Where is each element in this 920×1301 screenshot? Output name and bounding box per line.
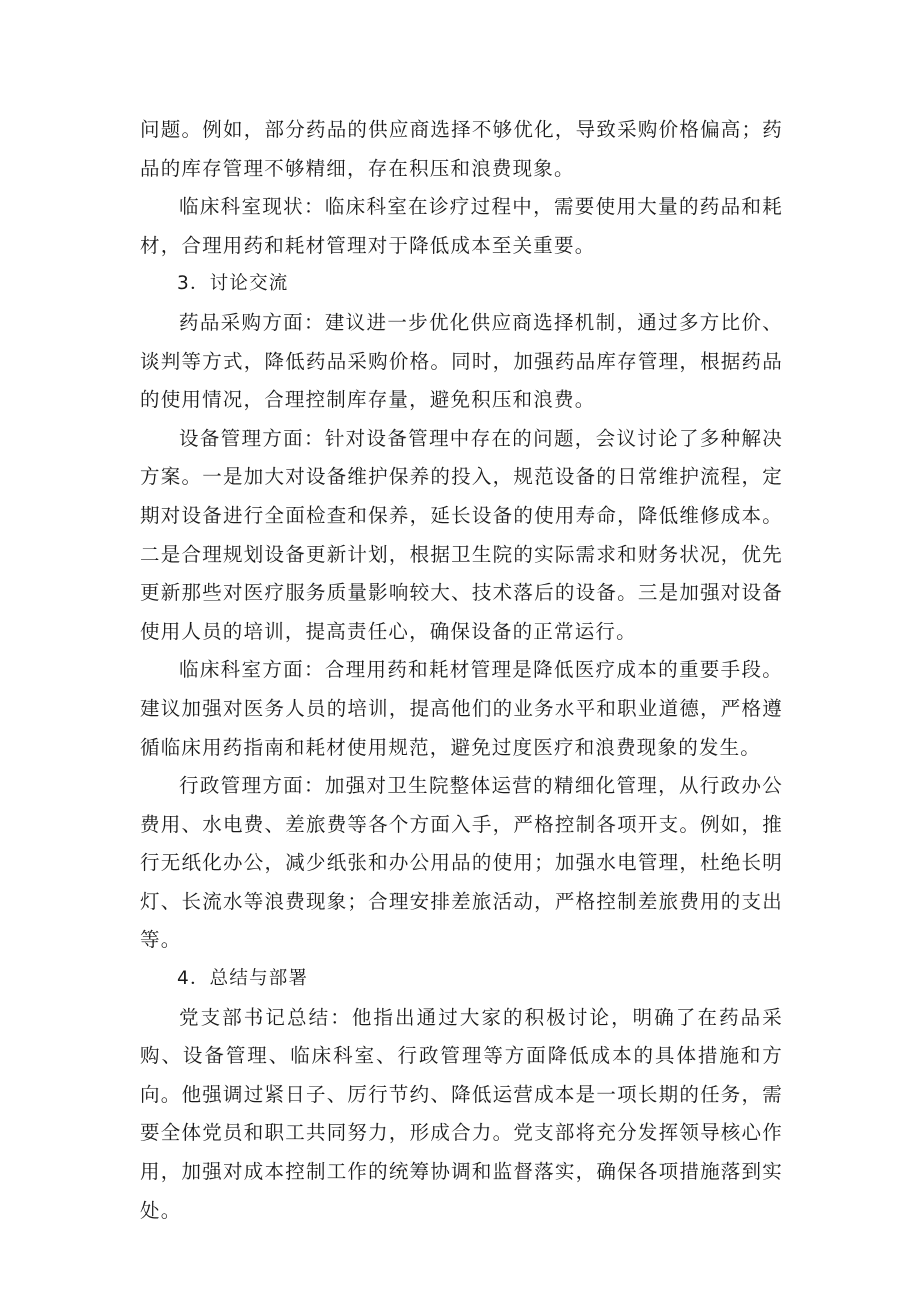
paragraph-clinical-status: 临床科室现状：临床科室在诊疗过程中，需要使用大量的药品和耗材，合理用药和耗材管理对于降低成本至关重要。 xyxy=(140,195,783,257)
paragraph-continuation: 问题。例如，部分药品的供应商选择不够优化，导致采购价格偏高；药品的库存管理不够精细，存在积压和浪费现象。 xyxy=(140,118,783,180)
paragraph-drug-procurement: 药品采购方面：建议进一步优化供应商选择机制，通过多方比价、谈判等方式，降低药品采购价格。同时，加强药品库存管理，根据药品的使用情况，合理控制库存量，避免积压和浪费。 xyxy=(140,310,783,412)
paragraph-clinical-departments: 临床科室方面：合理用药和耗材管理是降低医疗成本的重要手段。建议加强对医务人员的培训，提高他们的业务水平和职业道德，严格遵循临床用药指南和耗材使用规范，避免过度医疗和浪费现象的发生。 xyxy=(140,658,783,759)
paragraph-party-secretary-summary: 党支部书记总结：他指出通过大家的积极讨论，明确了在药品采购、设备管理、临床科室、行政管理等方面降低成本的具体措施和方向。他强调过紧日子、厉行节约、降低运营成本是一项长期的任务，需要全体党员和职工共同努力，形成合力。党支部将充分发挥领导核心作用，加强对成本控制工作的统筹协调和监督落实，确保各项措施落到实处。 xyxy=(140,1005,783,1222)
section-heading-summary: 4．总结与部署 xyxy=(177,968,309,990)
document-body xyxy=(140,111,783,1230)
section-heading-discussion: 3．讨论交流 xyxy=(177,273,289,295)
paragraph-equipment-management: 设备管理方面：针对设备管理中存在的问题，会议讨论了多种解决方案。一是加大对设备维护保养的投入，规范设备的日常维护流程，定期对设备进行全面检查和保养，延长设备的使用寿命，降低维修成本。二是合理规划设备更新计划，根据卫生院的实际需求和财务状况，优先更新那些对医疗服务质量影响较大、技术落后的设备。三是加强对设备使用人员的培训，提高责任心，确保设备的正常运行。 xyxy=(140,426,783,643)
paragraph-administration: 行政管理方面：加强对卫生院整体运营的精细化管理，从行政办公费用、水电费、差旅费等各个方面入手，严格控制各项开支。例如，推行无纸化办公，减少纸张和办公用品的使用；加强水电管理，杜绝长明灯、长流水等浪费现象；合理安排差旅活动，严格控制差旅费用的支出等。 xyxy=(140,774,783,952)
